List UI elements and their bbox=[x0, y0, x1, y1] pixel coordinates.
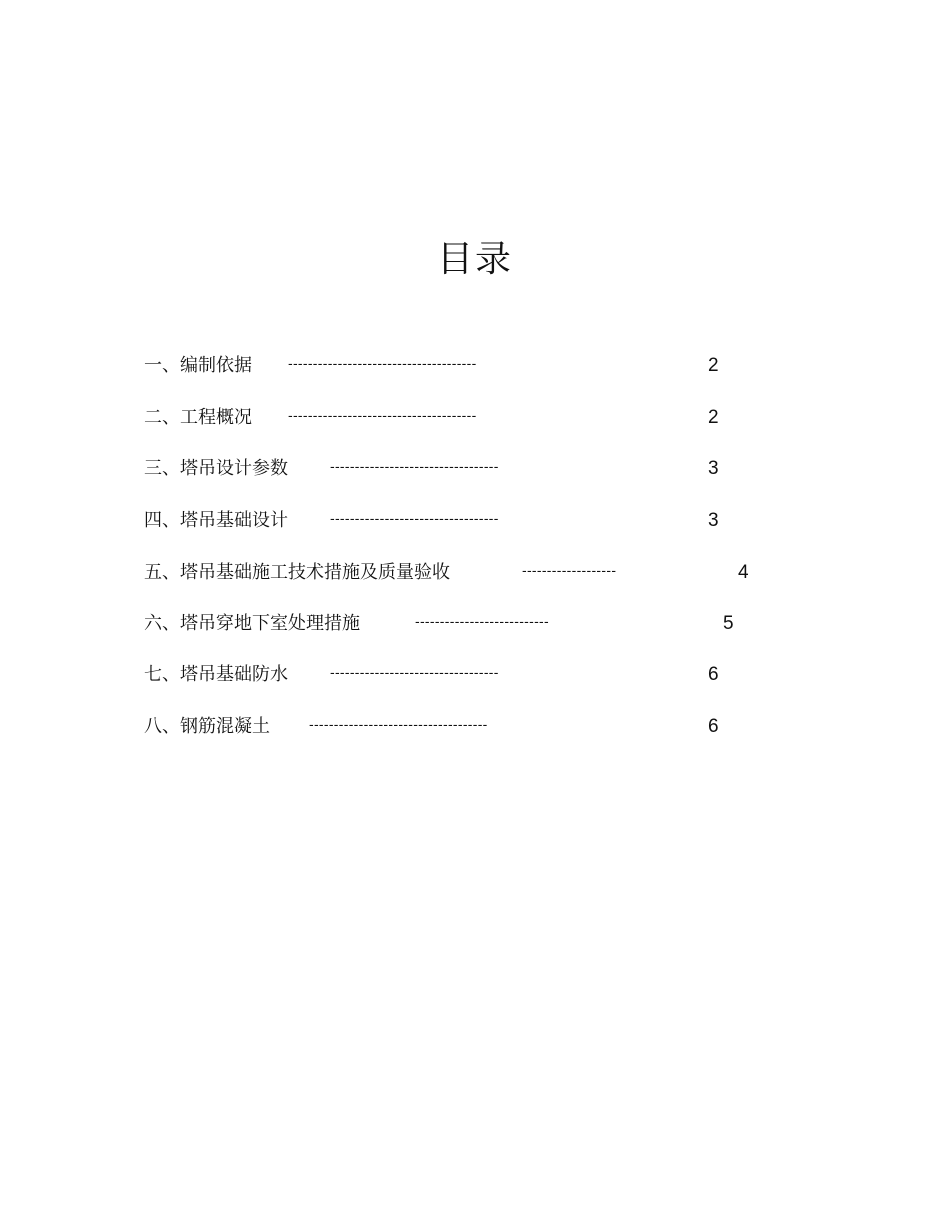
toc-entry-leader: -------------------------------------- bbox=[288, 355, 477, 371]
toc-entry[interactable] bbox=[0, 560, 950, 586]
page-title: 目录 bbox=[436, 239, 513, 280]
toc-entry-leader: ---------------------------------- bbox=[330, 510, 499, 526]
toc-entry-page: 6 bbox=[708, 716, 719, 737]
toc-entry-label: 五、塔吊基础施工技术措施及质量验收 bbox=[144, 562, 450, 583]
toc-entry[interactable] bbox=[0, 611, 950, 637]
toc-entry[interactable] bbox=[0, 456, 950, 482]
toc-entry[interactable] bbox=[0, 662, 950, 688]
toc-entry[interactable] bbox=[0, 405, 950, 431]
toc-entry-page: 2 bbox=[708, 407, 719, 428]
toc-entry-label: 三、塔吊设计参数 bbox=[144, 458, 288, 479]
toc-entry-page: 5 bbox=[723, 613, 734, 634]
toc-entry[interactable] bbox=[0, 508, 950, 534]
toc-entry-page: 2 bbox=[708, 355, 719, 376]
toc-entry-leader: ------------------- bbox=[522, 562, 617, 578]
toc-entry-page: 6 bbox=[708, 664, 719, 685]
toc-entry-page: 3 bbox=[708, 510, 719, 531]
toc-entry-leader: -------------------------------------- bbox=[288, 407, 477, 423]
toc-entry-leader: --------------------------- bbox=[415, 613, 549, 629]
toc-entry[interactable] bbox=[0, 714, 950, 740]
toc-entry-leader: ---------------------------------- bbox=[330, 458, 499, 474]
toc-entry-label: 二、工程概况 bbox=[144, 407, 252, 428]
toc-entry[interactable] bbox=[0, 353, 950, 379]
toc-entry-page: 3 bbox=[708, 458, 719, 479]
toc-entry-label: 七、塔吊基础防水 bbox=[144, 664, 288, 685]
toc-entry-label: 八、钢筋混凝土 bbox=[144, 716, 270, 737]
toc-entry-leader: ------------------------------------ bbox=[309, 716, 488, 732]
toc-entry-label: 一、编制依据 bbox=[144, 355, 252, 376]
toc-entry-leader: ---------------------------------- bbox=[330, 664, 499, 680]
toc-entry-label: 六、塔吊穿地下室处理措施 bbox=[144, 613, 360, 634]
toc-entry-label: 四、塔吊基础设计 bbox=[144, 510, 288, 531]
toc-entry-page: 4 bbox=[738, 562, 749, 583]
